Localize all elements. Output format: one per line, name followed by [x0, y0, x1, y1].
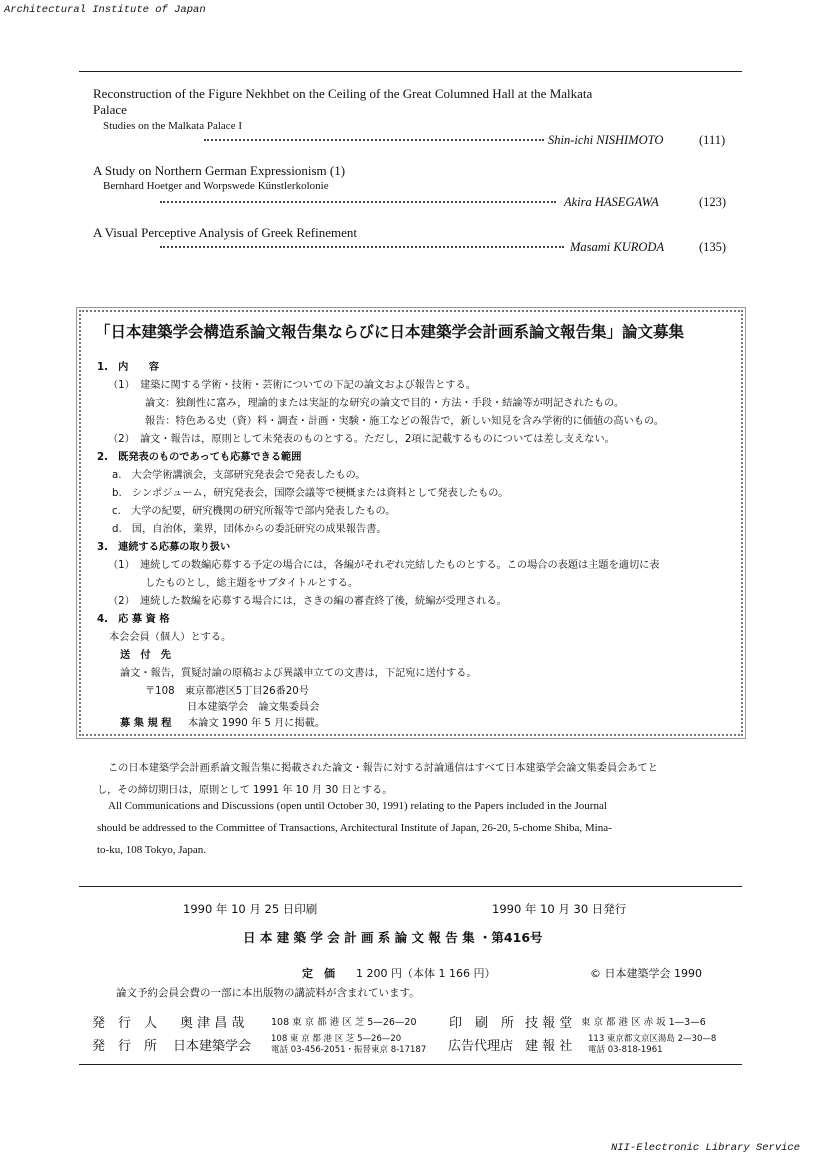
section-heading: 2. 既発表のものであっても応募できる範囲	[97, 452, 302, 463]
dot-leader	[160, 246, 564, 248]
office-name: 日本建築学会	[173, 1039, 252, 1054]
call-line: a. 大会学術講演会，支部研究発表会で発表したもの。	[112, 470, 366, 481]
call-line: d. 国，自治体，業界，団体からの委託研究の成果報告書。	[112, 524, 387, 535]
call-line: （1） 建築に関する学術・技術・芸術についての下記の論文および報告とする。	[108, 380, 476, 391]
price-label: 定 価	[302, 967, 335, 980]
call-line: 報告：特色ある史（資）料・調査・計画・実験・施工などの報告で，新しい知見を含み学術的に価値の高いもの。	[145, 416, 664, 427]
toc-entry-title[interactable]: A Study on Northern German Expressionism (1)	[93, 163, 346, 178]
section-heading: 1. 内 容	[97, 362, 159, 373]
call-line: 論文：独創性に富み，理論的または実証的な研究の論文で目的・方法・手段・結論等が明記されたもの。	[145, 398, 625, 409]
print-date: 1990 年 10 月 25 日印刷	[183, 902, 318, 916]
notice-jp-line: し，その締切期日は，原則として 1991 年 10 月 30 日とする。	[97, 785, 393, 796]
office-label: 発 行 所	[92, 1039, 158, 1054]
section-heading: 送 付 先	[120, 650, 171, 661]
journal-title: 日 本 建 築 学 会 計 画 系 論 文 報 告 集 ・第416号	[243, 930, 543, 945]
toc-entry-title[interactable]: Reconstruction of the Figure Nekhbet on the Ceiling of the Great Columned Hall at the Malkata	[93, 86, 593, 101]
call-line: （2） 論文・報告は，原則として未発表のものとする。ただし，2項に記載するものについては差し支えない。	[108, 434, 615, 445]
toc-entry-subtitle: Bernhard Hoetger and Worpswede Künstlerkolonie	[103, 180, 329, 192]
copyright: © 日本建築学会 1990	[590, 967, 702, 980]
printer-address: 東 京 都 港 区 赤 坂 1—3—6	[581, 1017, 706, 1028]
toc-top-rule	[79, 71, 742, 72]
publisher-label: 発 行 人	[92, 1016, 158, 1031]
call-line: 本会会員（個人）とする。	[109, 632, 232, 643]
toc-entry-title[interactable]: A Visual Perceptive Analysis of Greek Refinement	[93, 225, 357, 240]
printer-name: 技 報 堂	[525, 1016, 573, 1031]
notice-en-line: All Communications and Discussions (open until October 30, 1991) relating to the Papers included in the Journal	[108, 800, 607, 812]
issue-date: 1990 年 10 月 30 日発行	[492, 902, 627, 916]
call-line: （2） 連続した数編を応募する場合には，さきの編の審査終了後，続編が受理される。	[108, 596, 507, 607]
dot-leader	[204, 139, 544, 141]
institute-header: Architectural Institute of Japan	[4, 4, 206, 16]
call-line: 本論文 1990 年 5 月に掲載。	[188, 718, 326, 729]
office-address: 108 東 京 都 港 区 芝 5—26—20	[271, 1034, 402, 1044]
toc-entry-page: (111)	[699, 133, 726, 147]
ad-agency-name: 建 報 社	[525, 1039, 573, 1054]
price: 1 200 円（本体 1 166 円）	[356, 967, 496, 980]
toc-entry-author: Masami KURODA	[570, 240, 665, 254]
call-line: 〒108 東京都港区5丁目26番20号	[145, 686, 309, 697]
toc-entry-author: Akira HASEGAWA	[564, 195, 659, 209]
fee-note: 論文予約会員会費の一部に本出版物の講読料が含まれています。	[116, 987, 420, 999]
call-title: 「日本建築学会構造系論文報告集ならびに日本建築学会計画系論文報告集」論文募集	[95, 323, 685, 341]
notice-en-line: to-ku, 108 Tokyo, Japan.	[97, 844, 207, 856]
call-line: 日本建築学会 論文集委員会	[187, 702, 320, 713]
publisher-name: 奥 津 昌 哉	[180, 1016, 245, 1031]
section-heading: 4. 応 募 資 格	[97, 614, 170, 625]
call-line: （1） 連続しての数編応募する予定の場合には，各編がそれぞれ完結したものとする。この場合の表題は主題を適切に表	[108, 560, 660, 571]
section-heading: 3. 連続する応募の取り扱い	[97, 542, 231, 553]
notice-jp-line: この日本建築学会計画系論文報告集に掲載された論文・報告に対する討論通信はすべて日本建築学会論文集委員会あてと	[108, 763, 658, 774]
call-line: したものとし，総主題をサブタイトルとする。	[145, 578, 359, 589]
call-line: 論文・報告，質疑討論の原稿および異議申立ての文書は，下記宛に送付する。	[120, 668, 477, 679]
toc-entry-subtitle: Studies on the Malkata Palace I	[103, 120, 242, 132]
call-line: c. 大学の紀要，研究機関の研究所報等で部内発表したもの。	[112, 506, 396, 517]
office-phone: 電話 03-456-2051・振替東京 8-17187	[271, 1045, 427, 1055]
toc-entry-title-cont: Palace	[93, 102, 127, 117]
publisher-address: 108 東 京 都 港 区 芝 5—26—20	[271, 1017, 417, 1028]
notice-en-line: should be addressed to the Committee of Transactions, Architectural Institute of Japan, 26-20, 5-chome Shiba, Mina-	[97, 822, 612, 834]
ad-agency-phone: 電話 03-818-1961	[588, 1045, 663, 1055]
toc-entry-author: Shin-ichi NISHIMOTO	[548, 133, 664, 147]
colophon-bottom-rule	[79, 1064, 742, 1065]
section-heading: 募 集 規 程	[120, 718, 172, 729]
dot-leader	[160, 201, 556, 203]
toc-entry-page: (135)	[699, 240, 727, 254]
printer-label: 印 刷 所	[449, 1016, 515, 1031]
ad-agency-address: 113 東京都文京区湯島 2—30—8	[588, 1034, 717, 1044]
library-service-footer: NII-Electronic Library Service	[611, 1142, 801, 1154]
colophon-top-rule	[79, 886, 742, 887]
call-line: b. シンポジューム，研究発表会，国際会議等で梗概または資料として発表したもの。	[112, 488, 509, 499]
toc-entry-page: (123)	[699, 195, 727, 209]
ad-agency-label: 広告代理店	[448, 1039, 514, 1054]
